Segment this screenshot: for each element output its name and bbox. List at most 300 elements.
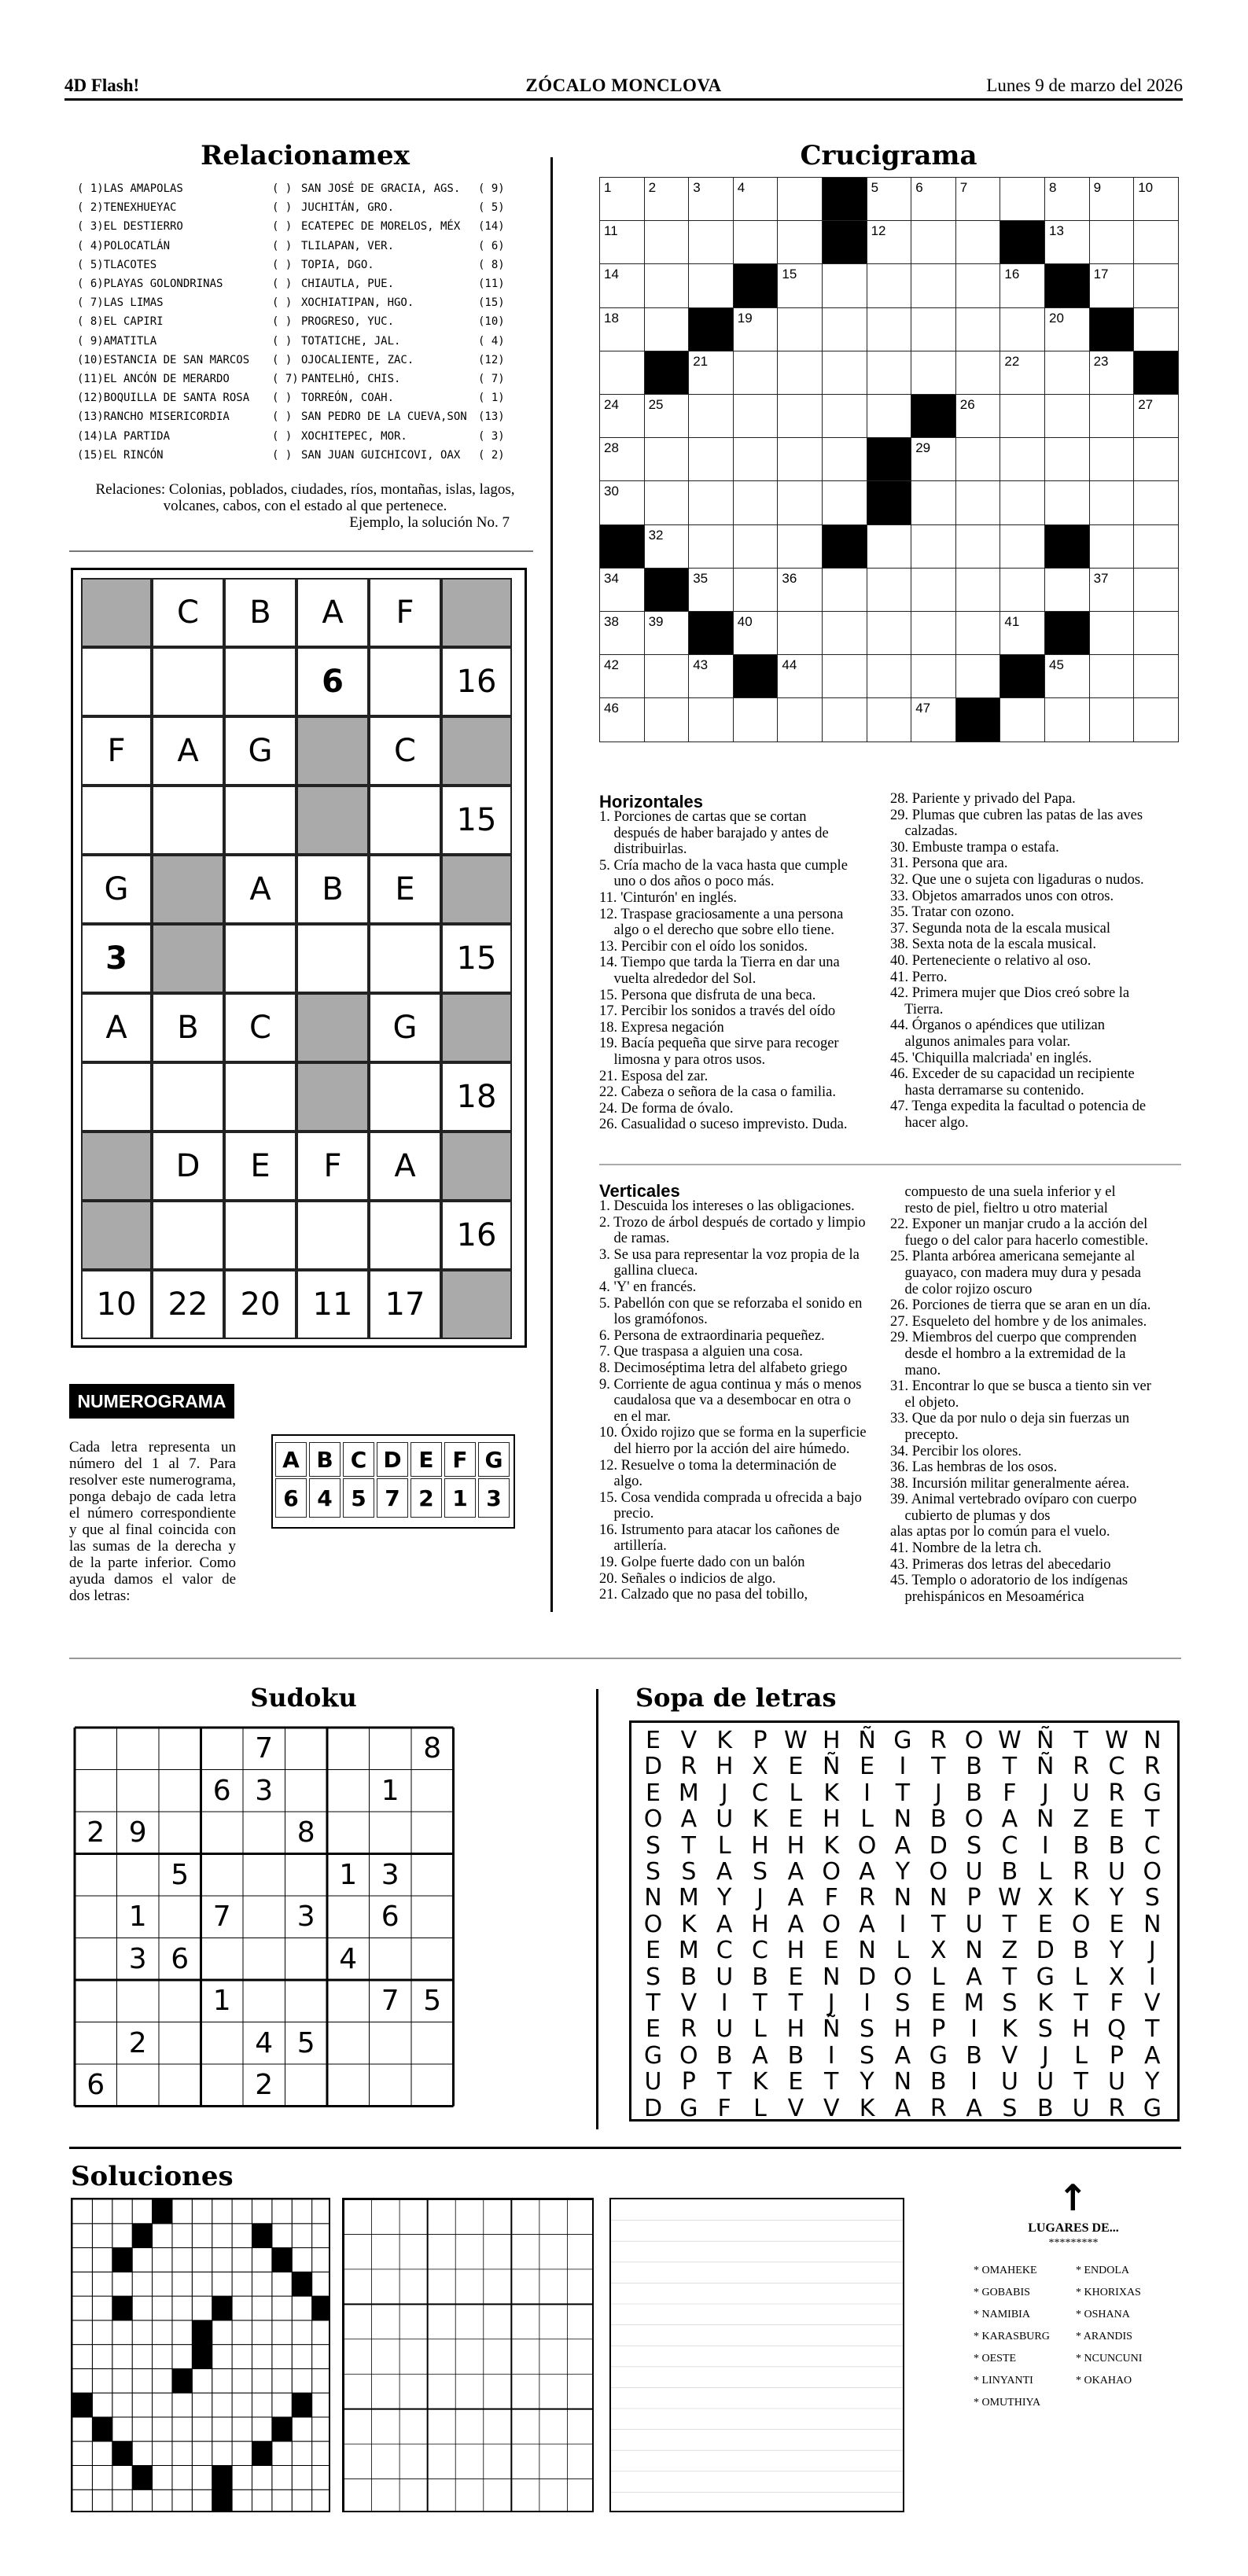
sopa-letter: S (895, 1989, 911, 2017)
solution-cell (153, 2272, 172, 2296)
solution-cell (192, 2393, 212, 2417)
clue-number: 12 (871, 223, 886, 239)
clue-line: 17. Percibir los sonidos a través del oído (599, 1003, 836, 1020)
numerograma-cell: B (224, 578, 296, 647)
clue-line: artillería. (599, 1538, 667, 1555)
lugares-list-1 (974, 2260, 1076, 2414)
solution-cell (92, 2224, 112, 2248)
sopa-letter: B (1073, 1937, 1089, 1965)
crossword-cell (599, 697, 645, 742)
numerograma-cell: 15 (441, 924, 512, 993)
clue-line: Tierra. (890, 1001, 944, 1018)
sopa-letter: U (716, 1963, 734, 1991)
place-name: (13)RANCHO MISERICORDIA (77, 410, 230, 424)
sopa-letter: A (859, 1910, 875, 1938)
sopa-letter: E (646, 1937, 661, 1965)
clue-line: algo. (599, 1474, 642, 1490)
sopa-letter: Ñ (858, 1727, 876, 1754)
sudoku-cell: 6 (212, 1774, 231, 1807)
numerograma-cell (152, 924, 224, 993)
clue-number: 4 (737, 180, 745, 195)
sopa-letter: K (823, 1831, 840, 1860)
sopa-letter: Y (1109, 1937, 1125, 1965)
sopa-letter: A (752, 2041, 768, 2070)
crossword-cell (1089, 697, 1135, 742)
solution-cell (192, 2368, 212, 2393)
sopa-letter: I (899, 1910, 907, 1938)
crossword-cell (822, 611, 867, 655)
sudoku-cell (370, 1728, 412, 1770)
clue-line: el objeto. (890, 1394, 959, 1411)
newspaper-name: ZÓCALO MONCLOVA (525, 75, 722, 95)
solution-cell (172, 2465, 192, 2490)
sopa-letter: L (896, 1937, 910, 1965)
place-name: ( 7)LAS LIMAS (77, 296, 164, 310)
solution-cell (192, 2224, 212, 2248)
relacionamex-row (77, 296, 506, 315)
solution-cell (153, 2224, 172, 2248)
crossword-cell (911, 568, 956, 612)
solution-cell (212, 2393, 232, 2417)
sopa-letter: K (859, 2094, 875, 2122)
answer-number: (10) (478, 315, 505, 329)
crossword-cell (644, 524, 690, 569)
solution-cell (212, 2465, 232, 2490)
clue-number: 27 (1138, 397, 1154, 412)
solution-cell (292, 2417, 311, 2442)
key-letter: C (343, 1442, 374, 1477)
clue-line: 30. Embuste trampa o estafa. (890, 839, 1059, 856)
crossword-cell (822, 480, 867, 524)
answer-blank: ( ) (272, 353, 293, 366)
numerograma-cell: 16 (441, 1201, 512, 1270)
clue-number: 6 (915, 180, 923, 195)
sopa-letter: M (963, 1989, 985, 2017)
sopa-letter: F (824, 1884, 838, 1912)
sopa-letter: X (1037, 1884, 1054, 1912)
sudoku-cell: 3 (128, 1942, 147, 1975)
sudoku-cell: 2 (87, 1816, 105, 1849)
solution-cell (292, 2248, 311, 2272)
sopa-letter: N (893, 1884, 912, 1912)
clue-line: de color rojizo oscuro (890, 1281, 1033, 1297)
crossword-cell (599, 177, 645, 221)
clue-line: hacer algo. (890, 1114, 969, 1131)
divider (69, 2147, 1181, 2149)
sopa-letter: L (717, 1831, 731, 1860)
clue-line: 6. Persona de extraordinaria pequeñez. (599, 1327, 825, 1344)
crossword-cell (1089, 480, 1135, 524)
sopa-letter: K (1037, 1989, 1054, 2017)
clue-number: 5 (871, 180, 879, 195)
state-name: TOPIA, DGO. (301, 258, 374, 271)
solution-cell (172, 2320, 192, 2345)
sopa-letter: Y (717, 1884, 732, 1912)
sudoku-cell: 3 (296, 1901, 315, 1934)
sopa-row (635, 2015, 1170, 2043)
state-name: PANTELHÓ, CHIS. (301, 373, 401, 385)
sopa-letter: Y (1109, 1884, 1125, 1912)
solution-cell (272, 2320, 292, 2345)
numerograma-cell (441, 993, 512, 1062)
clue-line: después de haber barajado y antes de (599, 825, 829, 841)
crossword-cell (867, 220, 912, 264)
sopa-letter: N (1143, 1727, 1161, 1754)
crossword-cell (911, 524, 956, 569)
numerograma-cell: A (296, 578, 369, 647)
sudoku-cell: 3 (255, 1774, 274, 1807)
sopa-letter: T (1002, 1910, 1018, 1938)
clue-number: 15 (782, 267, 797, 282)
clue-number: 45 (1049, 657, 1064, 673)
vertical-clues-col1 (599, 1198, 886, 1603)
sopa-letter: O (822, 1858, 841, 1886)
sopa-letter: N (893, 1805, 912, 1834)
sopa-letter: O (857, 1831, 877, 1860)
sopa-letter: Q (1107, 2015, 1126, 2044)
crossword-cell (1133, 220, 1179, 264)
crossword-cell (1089, 611, 1135, 655)
crossword-cell (599, 480, 645, 524)
sopa-letter: A (1144, 2041, 1161, 2070)
answer-blank: ( ) (272, 410, 293, 424)
divider (69, 550, 533, 552)
clue-number: 14 (604, 267, 619, 282)
sudoku-cell: 2 (128, 2026, 147, 2059)
sopa-letter: U (716, 1805, 734, 1834)
clue-line: 27. Esqueleto del hombre y de los animales. (890, 1313, 1147, 1330)
clue-number: 31 (871, 484, 886, 499)
crossword-cell (955, 654, 1001, 698)
crossword-cell (733, 697, 779, 742)
numerograma-cell: 18 (441, 1062, 512, 1132)
solution-cell (292, 2393, 311, 2417)
sopa-letter: G (1143, 2094, 1161, 2122)
crossword-cell (1089, 437, 1135, 481)
sopa-row (635, 1805, 1170, 1833)
sopa-letter: B (966, 1779, 982, 1807)
crossword-cell (777, 437, 823, 481)
solution-cell (312, 2465, 330, 2490)
sudoku-cell: 6 (381, 1901, 399, 1934)
numerograma-label: NUMEROGRAMA (69, 1384, 234, 1419)
crossword-cell (599, 263, 645, 307)
numerograma-cell: F (296, 1132, 369, 1201)
numerograma-cell: G (81, 855, 152, 924)
crossword-cell (644, 351, 690, 395)
answer-number: (15) (478, 296, 505, 310)
sopa-letter: F (1110, 1989, 1124, 2017)
clue-line: calzadas. (890, 823, 958, 840)
sopa-letter: I (899, 1753, 907, 1781)
answer-blank: ( ) (272, 429, 293, 443)
sopa-letter: Y (895, 1858, 911, 1886)
clue-line: 47. Tenga expedita la facultad o potencia de (890, 1098, 1147, 1115)
sopa-letter: J (827, 1989, 835, 2017)
solution-cell (153, 2442, 172, 2466)
sopa-letter: T (1145, 2015, 1160, 2044)
crossword-cell (1133, 177, 1179, 221)
sudoku-cell (327, 1770, 370, 1812)
clue-number: 35 (693, 570, 709, 586)
sudoku-cell (117, 1854, 160, 1897)
sudoku-cell (243, 1812, 285, 1854)
sopa-letter: O (893, 1963, 912, 1991)
sudoku-cell: 4 (255, 2026, 274, 2059)
numerograma-cell (152, 1062, 224, 1132)
sopa-letter: D (643, 1753, 663, 1781)
solution-cell (172, 2224, 192, 2248)
sopa-row (635, 1779, 1170, 1807)
solution-cell (212, 2345, 232, 2369)
crossword-cell (688, 568, 734, 612)
clue-line: 29. Miembros del cuerpo que comprenden (890, 1330, 1137, 1346)
crossword-cell (911, 351, 956, 395)
sudoku-cell (327, 1728, 370, 1770)
sopa-letter: I (970, 2068, 978, 2096)
numerograma-cell (441, 1270, 512, 1339)
clue-line: 8. Decimoséptima letra del alfabeto griego (599, 1360, 848, 1376)
sopa-letter: Z (1073, 1805, 1089, 1834)
clue-number: 18 (604, 310, 619, 326)
solution-cell (312, 2368, 330, 2393)
solution-cell (252, 2368, 271, 2393)
sopa-letter: L (753, 2094, 767, 2122)
sopa-row (635, 1989, 1170, 2017)
key-number: 7 (377, 1478, 408, 1518)
solution-cell (312, 2490, 330, 2512)
clue-line: 41. Nombre de la letra ch. (890, 1540, 1042, 1557)
sopa-letter: K (1002, 2015, 1018, 2044)
crucigrama-title: Crucigrama (800, 140, 977, 171)
sopa-letter: K (752, 2068, 768, 2096)
sopa-letter: D (858, 1963, 877, 1991)
solution-cell (192, 2320, 212, 2345)
clue-line: 38. Sexta nota de la escala musical. (890, 937, 1096, 953)
state-name: SAN PEDRO DE LA CUEVA,SON (301, 410, 467, 424)
relacionamex-row (77, 278, 506, 296)
sudoku-cell: 5 (171, 1858, 190, 1891)
sopa-letter: R (680, 2015, 698, 2044)
sopa-letter: B (787, 2041, 804, 2070)
solution-cell (192, 2490, 212, 2512)
clue-number: 24 (604, 397, 619, 412)
sopa-row (635, 1832, 1170, 1860)
sudoku-title: Sudoku (250, 1683, 357, 1713)
solution-cell (312, 2248, 330, 2272)
crossword-cell (955, 177, 1001, 221)
solution-cell (132, 2320, 152, 2345)
crossword-cell (1089, 263, 1135, 307)
crossword-cell (1044, 524, 1090, 569)
clue-line: 11. 'Cinturón' en inglés. (599, 889, 738, 906)
lugar-word: * KARASBURG (974, 2331, 1050, 2342)
sopa-letter: T (1002, 1753, 1018, 1781)
solution-cell (172, 2248, 192, 2272)
solution-cell (112, 2490, 132, 2512)
sopa-letter: A (966, 1963, 982, 1991)
sopa-letter: T (1073, 1989, 1088, 2017)
sopa-letter: U (1036, 2068, 1055, 2096)
clue-line: distribuirlas. (599, 841, 687, 858)
sudoku-cell (327, 1896, 370, 1938)
solution-cell (252, 2465, 271, 2490)
answer-number: ( 5) (478, 201, 505, 215)
crossword-cell (1000, 394, 1045, 438)
solution-cell (112, 2417, 132, 2442)
solution-cell (252, 2417, 271, 2442)
numerograma-cell (152, 647, 224, 716)
solution-cell (232, 2465, 252, 2490)
clue-number: 44 (782, 657, 797, 673)
sopa-letter: R (1143, 1753, 1161, 1781)
solution-cell (252, 2345, 271, 2369)
sopa-letter: R (930, 1727, 947, 1754)
solution-cell (132, 2296, 152, 2320)
solution-cell (192, 2442, 212, 2466)
crossword-cell (911, 263, 956, 307)
place-name: ( 4)POLOCATLÁN (77, 239, 171, 252)
sopa-letter: U (644, 2068, 662, 2096)
sopa-letter: T (717, 2068, 732, 2096)
sudoku-cell: 9 (128, 1816, 147, 1849)
solution-cell (72, 2345, 92, 2369)
lugar-word: * KHORIXAS (1076, 2287, 1141, 2298)
crossword-cell (867, 654, 912, 698)
crossword-cell (644, 697, 690, 742)
numerograma-cell (152, 786, 224, 855)
clue-line: 43. Primeras dos letras del abecedario (890, 1556, 1111, 1573)
crossword-cell (1044, 307, 1090, 351)
sopa-row (635, 1753, 1170, 1780)
sudoku-cell (411, 2064, 454, 2107)
solution-cell (112, 2442, 132, 2466)
sopa-letter: H (822, 1805, 841, 1834)
sudoku-cell (285, 1938, 328, 1981)
place-name: (14)LA PARTIDA (77, 429, 171, 443)
lugares-list-2 (1076, 2260, 1178, 2392)
sopa-letter: H (786, 2015, 805, 2044)
numerograma-cell: G (369, 993, 441, 1062)
crossword-cell (822, 307, 867, 351)
sopa-letter: U (965, 1858, 983, 1886)
crossword-cell (1000, 220, 1045, 264)
solution-cell (112, 2368, 132, 2393)
clue-line: en el mar. (599, 1408, 671, 1425)
solution-cell (212, 2248, 232, 2272)
sopa-letter: H (1072, 2015, 1090, 2044)
sopa-row (635, 1937, 1170, 1964)
sopa-letter: A (966, 2094, 982, 2122)
place-name: ( 9)AMATITLA (77, 334, 157, 348)
solution-cell (212, 2490, 232, 2512)
sopa-letter: Ñ (822, 2015, 841, 2044)
solution-sudoku (342, 2198, 594, 2512)
numerograma-cell: A (369, 1132, 441, 1201)
sudoku-cell: 1 (381, 1774, 399, 1807)
sudoku-cell (411, 1812, 454, 1854)
numerograma-cell: A (81, 993, 152, 1062)
solution-cell (212, 2224, 232, 2248)
lugar-word: * OSHANA (1076, 2309, 1130, 2320)
horizontal-clues-col1 (599, 809, 882, 1133)
crossword-cell (688, 480, 734, 524)
relacionamex-row (77, 315, 506, 334)
solution-cell (172, 2345, 192, 2369)
solution-cell (232, 2248, 252, 2272)
sopa-letter: K (681, 1910, 697, 1938)
lugar-word: * NAMIBIA (974, 2309, 1030, 2320)
solution-cell (72, 2248, 92, 2272)
clue-line: 2. Trozo de árbol después de cortado y limpio (599, 1214, 866, 1231)
sudoku-cell (370, 2064, 412, 2107)
sopa-letter: V (1001, 2041, 1018, 2070)
solution-cell (172, 2417, 192, 2442)
crossword-cell (733, 568, 779, 612)
sopa-letter: M (678, 1884, 699, 1912)
sopa-letter: O (929, 1858, 948, 1886)
clue-line: caudalosa que va a desembocar en otra o (599, 1393, 852, 1409)
solution-cell (112, 2272, 132, 2296)
crossword-cell (1000, 611, 1045, 655)
sopa-letter: L (789, 1779, 803, 1807)
crossword-cell (955, 394, 1001, 438)
state-name: SAN JOSÉ DE GRACIA, AGS. (301, 182, 461, 195)
solution-cell (172, 2490, 192, 2512)
answer-number: (13) (478, 410, 505, 424)
crossword-cell (822, 351, 867, 395)
sopa-letter: U (1000, 2068, 1018, 2096)
numerograma-cell (224, 647, 296, 716)
clue-line: algo o el derecho que sobre ello tiene. (599, 922, 834, 939)
lugar-word: * OESTE (974, 2353, 1017, 2364)
solution-cell (153, 2345, 172, 2369)
solution-cell (292, 2465, 311, 2490)
sopa-letter: N (644, 1884, 662, 1912)
solution-cell (272, 2296, 292, 2320)
sopa-letter: U (716, 2015, 734, 2044)
solution-cell (292, 2368, 311, 2393)
sopa-letter: Y (860, 2068, 874, 2096)
sopa-letter: I (827, 2041, 835, 2070)
sudoku-cell (117, 1980, 160, 2022)
sudoku-cell (159, 2022, 201, 2065)
crossword-cell (777, 307, 823, 351)
numerograma-cell (81, 647, 152, 716)
crossword-cell (1089, 394, 1135, 438)
crossword-cell (911, 654, 956, 698)
solution-cell (132, 2368, 152, 2393)
sopa-letter: Ñ (822, 1753, 841, 1781)
numerograma-cell (296, 716, 369, 786)
sopa-letter: L (753, 2015, 767, 2044)
solution-cell (252, 2248, 271, 2272)
clue-line: resto de piel, fieltro u otro material (890, 1200, 1108, 1216)
crossword-cell (599, 524, 645, 569)
sopa-letter: A (680, 1805, 698, 1834)
solution-cell (192, 2248, 212, 2272)
clue-line: 12. Traspase graciosamente a una persona (599, 906, 844, 922)
sopa-letter: A (1001, 1805, 1018, 1834)
answer-blank: ( ) (272, 334, 293, 348)
sopa-letter: C (752, 1779, 768, 1807)
clue-line: 33. Objetos amarrados unos con otros. (890, 888, 1114, 904)
clue-line: fuego o del calor para hacerlo comestible. (890, 1232, 1149, 1249)
clue-number: 30 (604, 484, 619, 499)
solution-cell (312, 2296, 330, 2320)
sopa-letter: L (931, 1963, 945, 1991)
crossword-cell (599, 611, 645, 655)
